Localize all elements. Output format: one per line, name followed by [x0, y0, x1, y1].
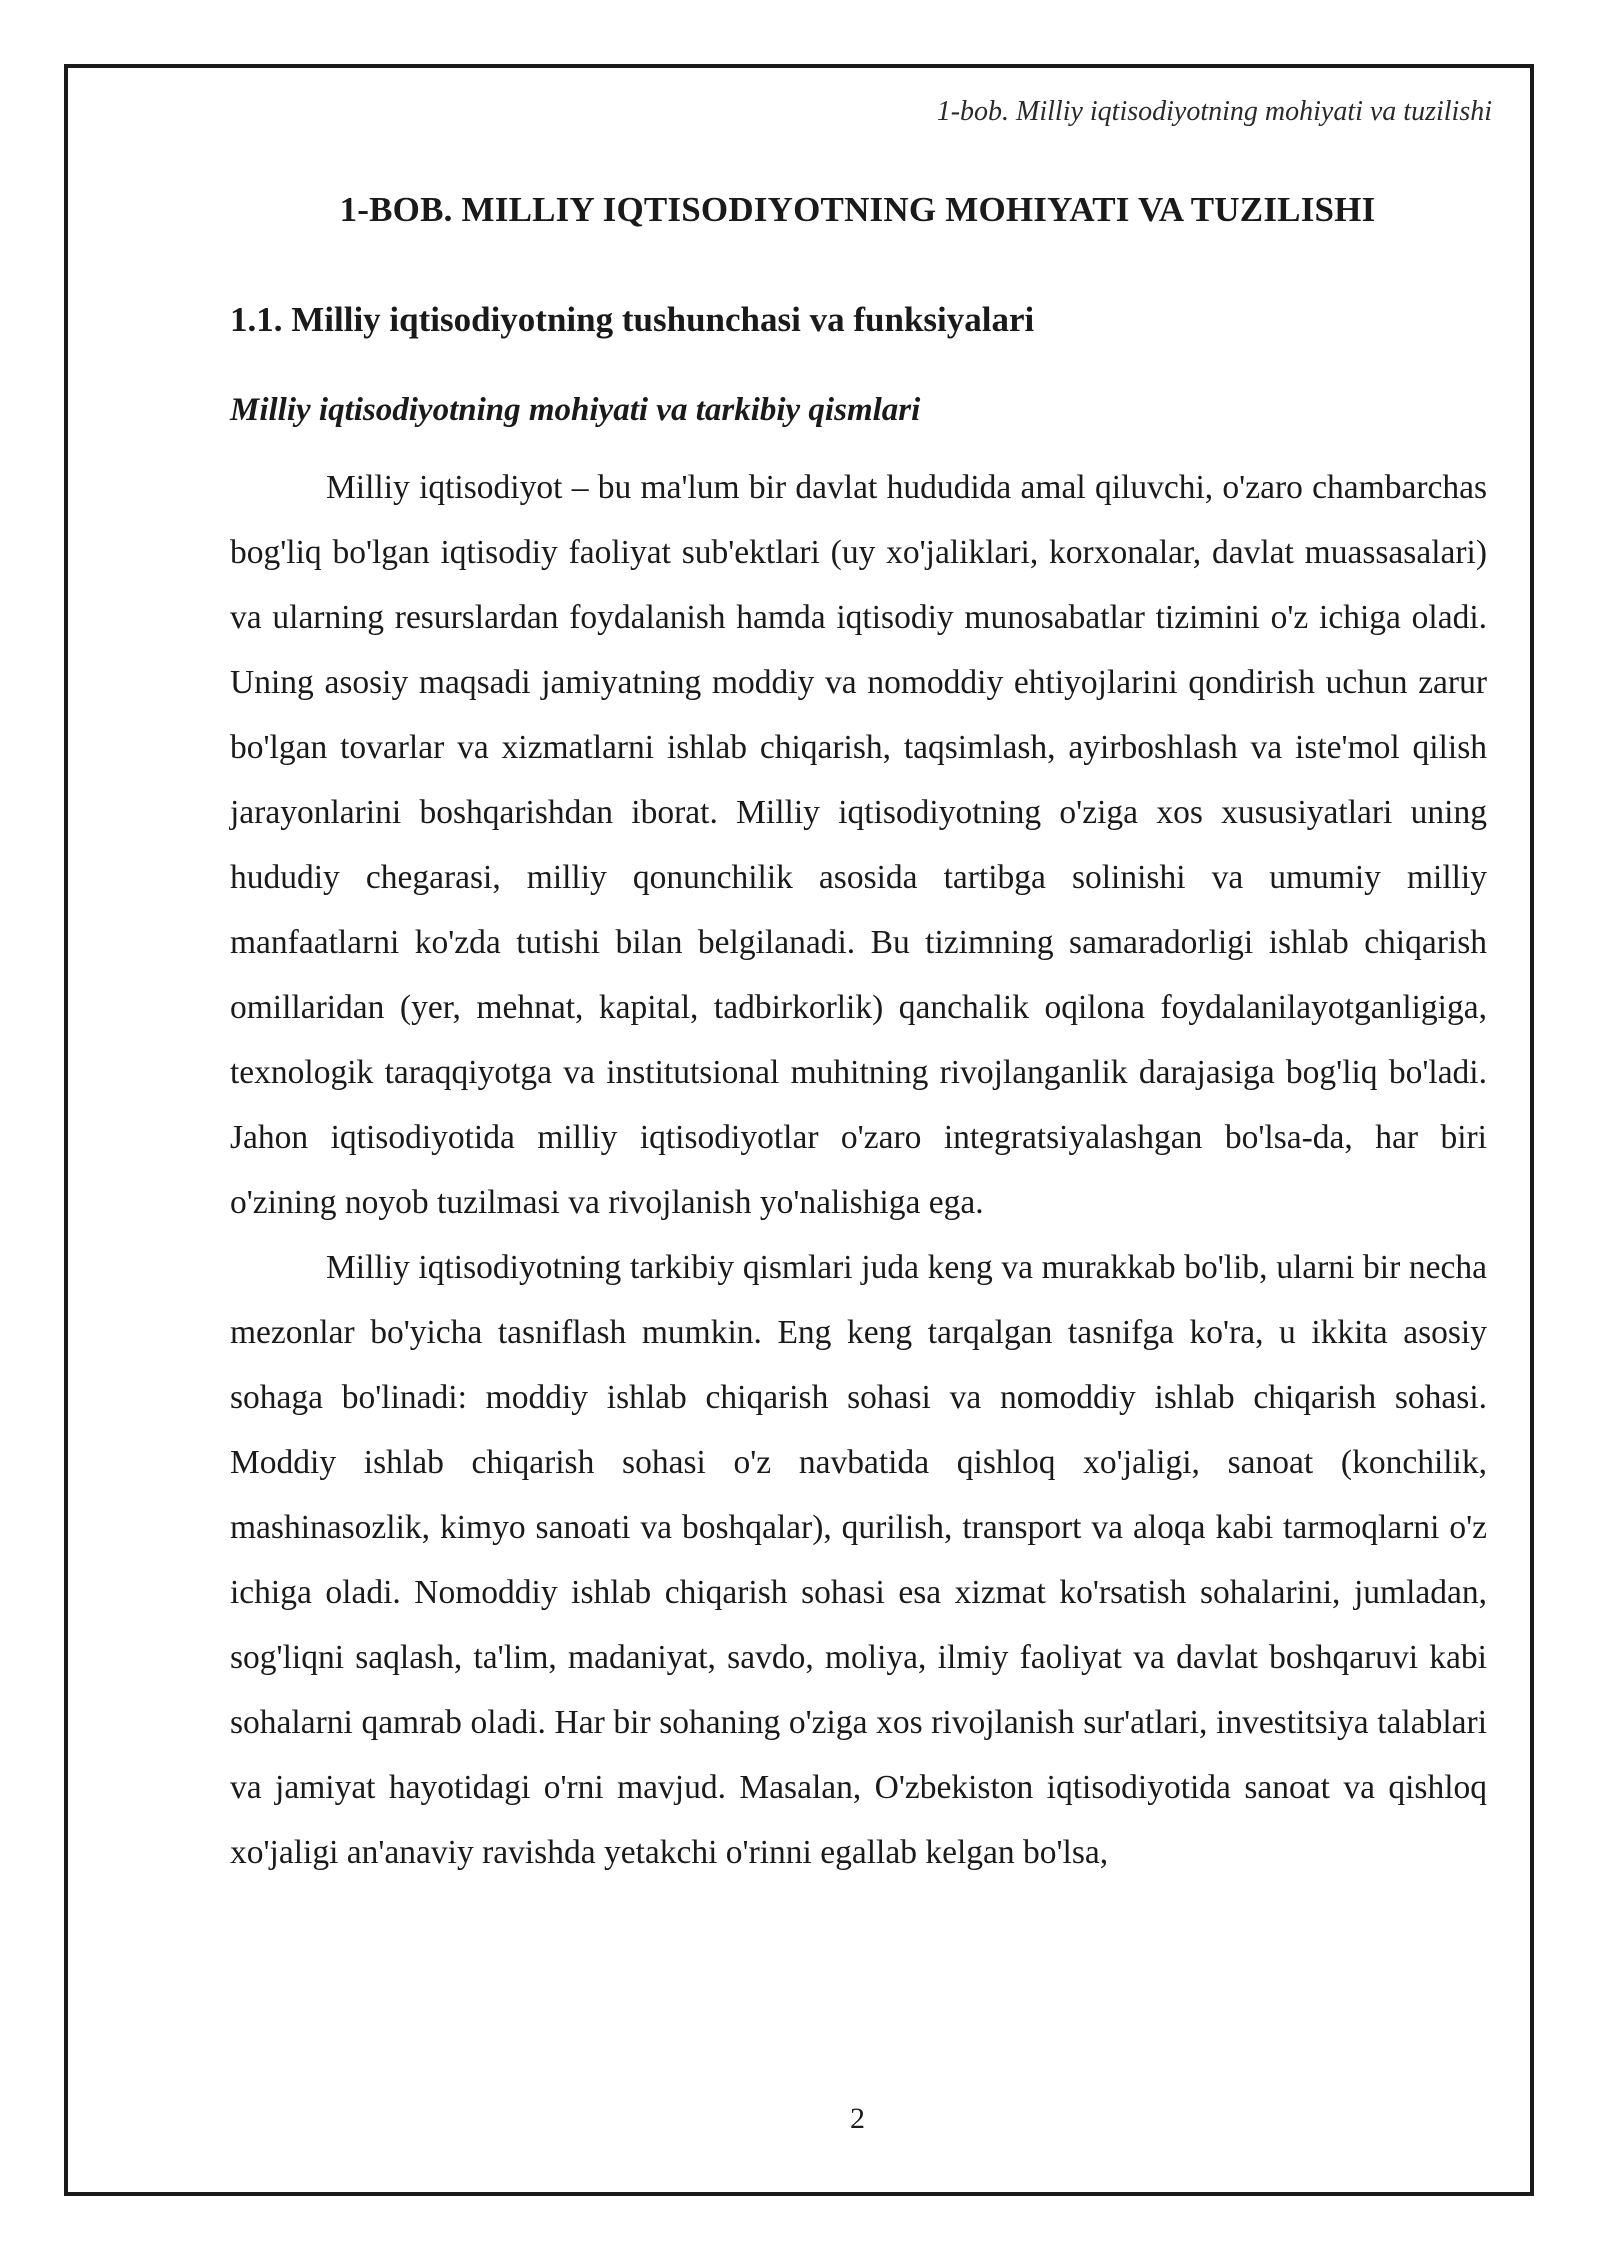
- page-number: 2: [850, 2102, 865, 2135]
- running-header: 1-bob. Milliy iqtisodiyotning mohiyati va tuzilishi: [936, 96, 1492, 127]
- paragraph: Milliy iqtisodiyot – bu ma'lum bir davlat hududida amal qiluvchi, o'zaro chambarchas bog'liq bo'lgan iqtisodiy faoliyat sub'ektlari (uy xo'jaliklari, korxonalar, davlat muassasalari) va ularning resurslardan foydalanish hamda iqtisodiy munosabatlar tizimini o'z ichiga oladi. Uning asosiy maqsadi jamiyatning moddiy va nomoddiy ehtiyojlarini qondirish uchun zarur bo'lgan tovarlar va xizmatlarni ishlab chiqarish, taqsimlash, ayirboshlash va iste'mol qilish jarayonlarini boshqarishdan iborat. Milliy iqtisodiyotning o'ziga xos xususiyatlari uning hududiy chegarasi, milliy qonunchilik asosida tartibga solinishi va umumiy milliy manfaatlarni ko'zda tutishi bilan belgilanadi. Bu tizimning samaradorligi ishlab chiqarish omillaridan (yer, mehnat, kapital, tadbirkorlik) qanchalik oqilona foydalanilayotganligiga, texnologik taraqqiyotga va institutsional muhitning rivojlanganlik darajasiga bog'liq bo'ladi. Jahon iqtisodiyotida milliy iqtisodiyotlar o'zaro integratsiyalashgan bo'lsa-da, har biri o'zining noyob tuzilmasi va rivojlanish yo'nalishiga ega.: [230, 469, 1487, 1221]
- section-title: 1.1. Milliy iqtisodiyotning tushunchasi va funksiyalari: [230, 300, 1035, 339]
- chapter-title: 1-BOB. MILLIY IQTISODIYOTNING MOHIYATI VA TUZILISHI: [339, 190, 1376, 229]
- paragraph: Milliy iqtisodiyotning tarkibiy qismlari juda keng va murakkab bo'lib, ularni bir necha mezonlar bo'yicha tasniflash mumkin. Eng keng tarqalgan tasnifga ko'ra, u ikkita asosiy sohaga bo'linadi: moddiy ishlab chiqarish sohasi va nomoddiy ishlab chiqarish sohasi. Moddiy ishlab chiqarish sohasi o'z navbatida qishloq xo'jaligi, sanoat (konchilik, mashinasozlik, kimyo sanoati va boshqalar), qurilish, transport va aloqa kabi tarmoqlarni o'z ichiga oladi. Nomoddiy ishlab chiqarish sohasi esa xizmat ko'rsatish sohalarini, jumladan, sog'liqni saqlash, ta'lim, madaniyat, savdo, moliya, ilmiy faoliyat va davlat boshqaruvi kabi sohalarni qamrab oladi. Har bir sohaning o'ziga xos rivojlanish sur'atlari, investitsiya talablari va jamiyat hayotidagi o'rni mavjud. Masalan, O'zbekiston iqtisodiyotida sanoat va qishloq xo'jaligi an'anaviy ravishda yetakchi o'rinni egallab kelgan bo'lsa,: [230, 1249, 1487, 1871]
- body-text: [230, 455, 1487, 1885]
- subsection-title: Milliy iqtisodiyotning mohiyati va tarkibiy qismlari: [230, 392, 921, 428]
